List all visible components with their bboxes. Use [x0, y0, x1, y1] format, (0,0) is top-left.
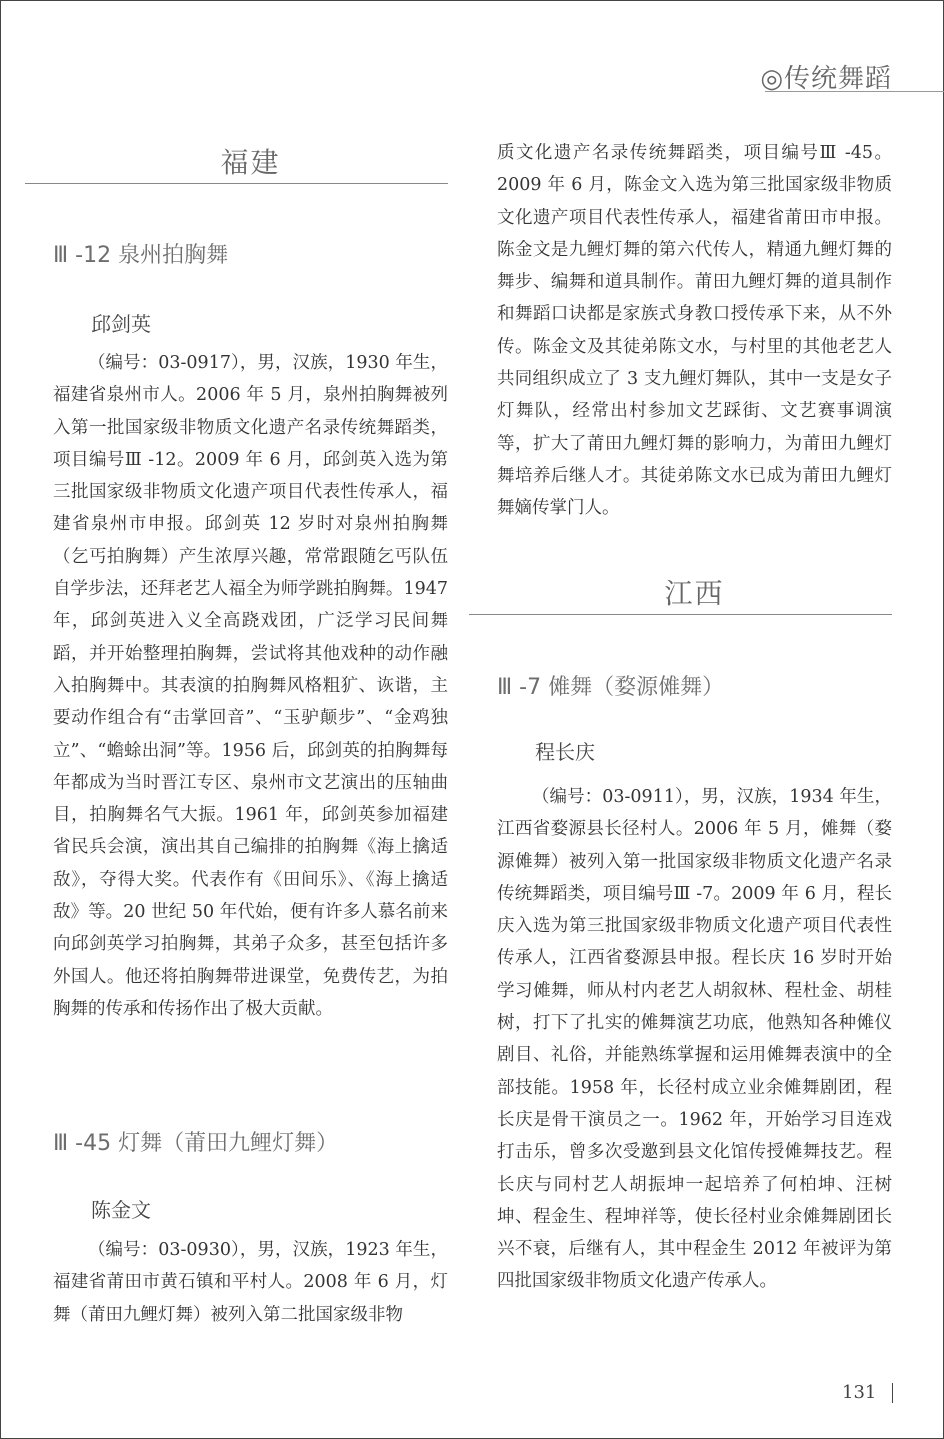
- inheritor-bio: （编号：03-0911），男，汉族，1934 年生，江西省婺源县长径村人。2006 年 5 月，傩舞（婺源傩舞）被列入第一批国家级非物质文化遗产名录传统舞蹈类，项目编号Ⅲ -7。2009 年 6 月，程长庆入选为第三批国家级非物质文化遗产项目代表性传承人，江西省婺源县申报。程长庆 16 岁时开始学习傩舞，师从村内老艺人胡叙林、程杜金、胡桂树，打下了扎实的傩舞演艺功底，他熟知各种傩仪剧目、礼俗，并能熟练掌握和运用傩舞表演中的全部技能。1958 年，长径村成立业余傩舞剧团，程长庆是骨干演员之一。1962 年，开始学习目连戏打击乐，曾多次受邀到县文化馆传授傩舞技艺。程长庆与同村艺人胡振坤一起培养了何柏坤、汪树坤、程金生、程坤祥等，使长径村业余傩舞剧团长兴不衰，后继有人，其中程金生 2012 年被评为第四批国家级非物质文化遗产传承人。: [497, 787, 892, 1292]
- inheritor-bio: （编号：03-0930），男，汉族，1923 年生，福建省莆田市黄石镇和平村人。2008 年 6 月，灯舞（莆田九鲤灯舞）被列入第二批国家级非物: [53, 1240, 448, 1325]
- item-title: Ⅲ -45 灯舞（莆田九鲤灯舞）: [53, 1131, 339, 1156]
- region-heading-jiangxi: 江西: [664, 577, 725, 610]
- header-rule: [765, 91, 944, 92]
- region-rule: [25, 183, 448, 184]
- inheritor-name: 邱剑英: [91, 312, 151, 336]
- region-heading-fujian: 福建: [220, 146, 281, 179]
- running-header: ◎传统舞蹈: [760, 64, 892, 94]
- page-number-bar: [892, 1383, 893, 1403]
- inheritor-name: 陈金文: [91, 1198, 151, 1222]
- inheritor-bio: （编号：03-0917），男，汉族，1930 年生，福建省泉州市人。2006 年 5 月，泉州拍胸舞被列入第一批国家级非物质文化遗产名录传统舞蹈类，项目编号Ⅲ -12。2009 年 6 月，邱剑英入选为第三批国家级非物质文化遗产项目代表性传承人，福建省泉州市申报。邱剑英 12 岁时对泉州拍胸舞（乞丐拍胸舞）产生浓厚兴趣，常常跟随乞丐队伍自学步法，还拜老艺人福全为师学跳拍胸舞。1947 年，邱剑英进入义全高跷戏团，广泛学习民间舞蹈，并开始整理拍胸舞，尝试将其他戏种的动作融入拍胸舞中。其表演的拍胸舞风格粗犷、诙谐，主要动作组合有“击掌回音”、“玉驴颠步”、“金鸡独立”、“蟾蜍出洞”等。1956 后，邱剑英的拍胸舞每年都成为当时晋江专区、泉州市文艺演出的压轴曲目，拍胸舞名气大振。1961 年，邱剑英参加福建省民兵会演，演出其自己编排的拍胸舞《海上擒适敌》，夺得大奖。代表作有《田间乐》、《海上擒适敌》等。20 世纪 50 年代始，便有许多人慕名前来向邱剑英学习拍胸舞，其弟子众多，甚至包括许多外国人。他还将拍胸舞带进课堂，免费传艺，为拍胸舞的传承和传扬作出了极大贡献。: [53, 353, 448, 1019]
- region-rule: [469, 614, 892, 615]
- page-number: 131: [842, 1382, 877, 1403]
- item-title: Ⅲ -12 泉州拍胸舞: [53, 243, 229, 268]
- inheritor-name: 程长庆: [535, 740, 595, 764]
- continued-text: 质文化遗产名录传统舞蹈类，项目编号Ⅲ -45。2009 年 6 月，陈金文入选为第三批国家级非物质文化遗产项目代表性传承人，福建省莆田市申报。陈金文是九鲤灯舞的第六代传人，精通九鲤灯舞的舞步、编舞和道具制作。莆田九鲤灯舞的道具制作和舞蹈口诀都是家族式身教口授传承下来，从不外传。陈金文及其徒弟陈文水，与村里的其他老艺人共同组织成立了 3 支九鲤灯舞队，其中一支是女子灯舞队，经常出村参加文艺踩街、文艺赛事调演等，扩大了莆田九鲤灯舞的影响力，为莆田九鲤灯舞培养后继人才。其徒弟陈文水已成为莆田九鲤灯舞嫡传掌门人。: [497, 143, 892, 519]
- item-title: Ⅲ -7 傩舞（婺源傩舞）: [497, 675, 725, 700]
